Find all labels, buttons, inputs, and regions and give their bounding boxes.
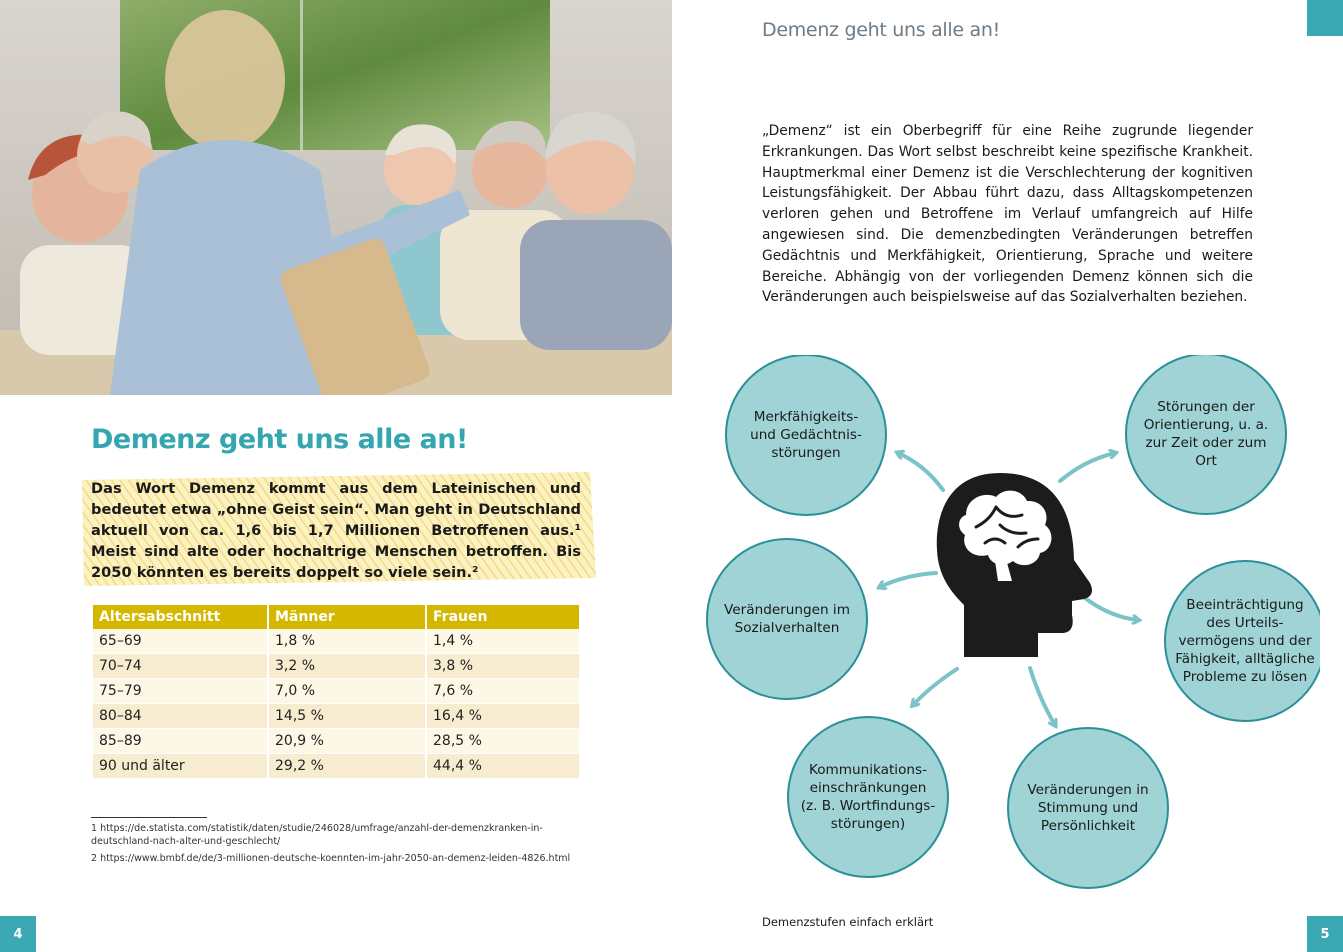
circle-label-social: Veränderungen im Sozialverhalten (724, 602, 850, 636)
table-row (93, 679, 579, 704)
table-cell: 29,2 % (269, 754, 425, 779)
table-row (93, 629, 579, 654)
corner-tab-top-right (1307, 0, 1343, 36)
table-cell: 65–69 (93, 629, 267, 654)
running-head: Demenz geht uns alle an! (762, 19, 1000, 41)
table-cell: 75–79 (93, 679, 267, 704)
arrow-icon (1060, 453, 1115, 481)
table-row (93, 754, 579, 779)
table-row (93, 704, 579, 729)
column-header: Männer (269, 605, 425, 629)
circle-label-orientation: Störungen der Orientierung, u. a. zur Zeit oder zum Ort (1143, 399, 1269, 469)
table-cell: 3,2 % (269, 654, 425, 679)
arrow-icon (1030, 668, 1055, 725)
table-cell: 44,4 % (427, 754, 579, 779)
table-cell: 90 und älter (93, 754, 267, 779)
seniors-group-photo (0, 0, 672, 395)
arrow-icon (898, 453, 943, 490)
photo-illustration (0, 0, 672, 395)
circle-label-mood: Veränderungen in Stimmung und Persönlichkeit (1027, 782, 1149, 834)
table-cell: 1,8 % (269, 629, 425, 654)
intro-highlight (78, 470, 598, 588)
table-cell: 28,5 % (427, 729, 579, 754)
table-cell: 70–74 (93, 654, 267, 679)
dementia-prevalence-table (91, 605, 581, 779)
circle-label-memory: Merkfähigkeits- und Gedächtnis- störungen (750, 409, 862, 461)
table-cell: 85–89 (93, 729, 267, 754)
page-number-right: 5 (1307, 916, 1343, 952)
table-cell: 1,4 % (427, 629, 579, 654)
circle-label-judgement: Beeinträchtigung des Urteils- vermögens und der Fähigkeit, alltägliche Probleme zu lösen (1175, 597, 1315, 685)
footnote-rule (91, 817, 207, 818)
column-header: Altersabschnitt (93, 605, 267, 629)
arrow-icon (913, 669, 957, 705)
circle-label-communication: Kommunikations- einschränkungen (z. B. Wortfindungs- störungen) (800, 762, 936, 832)
dementia-symptoms-diagram (700, 355, 1320, 900)
footer-caption: Demenzstufen einfach erklärt (762, 915, 934, 929)
body-paragraph: „Demenz“ ist ein Oberbegriff für eine Reihe zugrunde liegender Erkrankungen. Das Wort selbst beschreibt keine spezifische Krankheit. Hauptmerkmal einer Demenz ist die Verschlechterung der kognitiven Leistungsfähigkeit. Der Abbau führt dazu, dass Alltagskompetenzen verloren gehen und Betroffene im Verlauf umfangreich auf Hilfe angewiesen sind. Die demenzbedingten Veränderungen betreffen Gedächtnis und Merkfähigkeit, Orientierung, Sprache und weitere Bereiche. Abhängig von der vorliegenden Demenz können sich die Veränderungen auch beispielsweise auf das Sozialverhalten beziehen. (762, 123, 1253, 306)
footnote-1[interactable]: 1 https://de.statista.com/statistik/daten/studie/246028/umfrage/anzahl-der-demenzkranken-in-deutschland-nach-alter-und-geschlecht/ (91, 823, 543, 847)
table-cell: 80–84 (93, 704, 267, 729)
arrow-icon (880, 573, 936, 587)
footnote-2[interactable]: 2 https://www.bmbf.de/de/3-millionen-deutsche-koennten-im-jahr-2050-an-demenz-leiden-4826.html (91, 853, 571, 864)
intro-paragraph: Das Wort Demenz kommt aus dem Lateinischen und bedeutet etwa „ohne Geist sein“. Man geht in Deutschland aktuell von ca. 1,6 bis 1,7 Millionen Betroffenen aus.¹ Meist sind alte oder hochaltrige Menschen betroffen. Bis 2050 könnten es bereits doppelt so viele sein.² (91, 480, 581, 581)
table-cell: 20,9 % (269, 729, 425, 754)
page-title: Demenz geht uns alle an! (91, 424, 468, 455)
table-row (93, 729, 579, 754)
column-header: Frauen (427, 605, 579, 629)
arrow-icon (1085, 598, 1138, 620)
table-header-row (93, 605, 579, 629)
table-cell: 7,6 % (427, 679, 579, 704)
table-cell: 3,8 % (427, 654, 579, 679)
table-row (93, 654, 579, 679)
table-cell: 16,4 % (427, 704, 579, 729)
table-cell: 7,0 % (269, 679, 425, 704)
head-brain-icon (937, 473, 1092, 657)
page-number-left: 4 (0, 916, 36, 952)
table-cell: 14,5 % (269, 704, 425, 729)
